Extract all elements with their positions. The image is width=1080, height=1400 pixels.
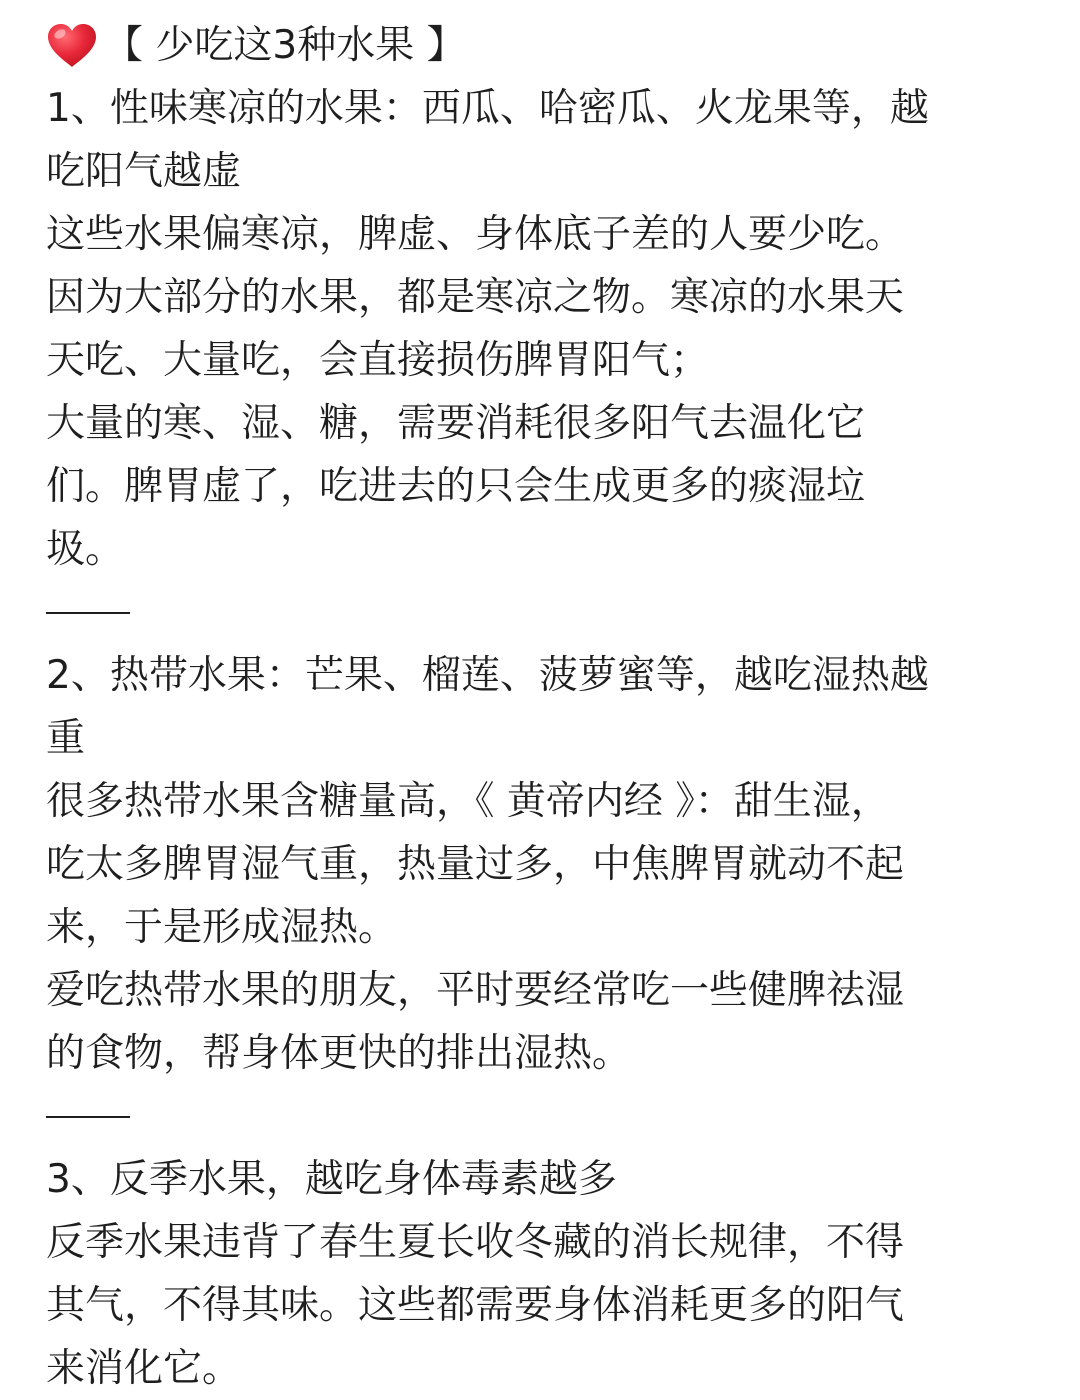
section-divider-2 xyxy=(46,1085,1046,1148)
section-3-body-line-2: 其气，不得其味。这些都需要身体消耗更多的阳气 xyxy=(46,1283,905,1328)
section-1-body-line-2: 因为大部分的水果，都是寒凉之物。寒凉的水果天 xyxy=(46,275,905,320)
divider-line xyxy=(46,612,130,614)
section-3-heading-line-1: 3、反季水果，越吃身体毒素越多 xyxy=(46,1157,617,1202)
section-divider-1 xyxy=(46,581,1046,644)
section-2-heading-line-2: 重 xyxy=(46,716,86,761)
section-1-body-line-3: 天吃、大量吃，会直接损伤脾胃阳气； xyxy=(46,338,710,383)
section-1-body-line-6: 圾。 xyxy=(46,527,125,572)
section-1-body-line-1: 这些水果偏寒凉，脾虚、身体底子差的人要少吃。 xyxy=(46,212,905,257)
section-1-heading-line-1: 1、性味寒凉的水果：西瓜、哈密瓜、火龙果等，越 xyxy=(46,86,929,131)
section-2-body-line-1: 很多热带水果含糖量高，《 黄帝内经 》：甜生湿， xyxy=(46,779,890,824)
section-1-body-line-4: 大量的寒、湿、糖，需要消耗很多阳气去温化它 xyxy=(46,401,866,446)
section-2-body-line-2: 吃太多脾胃湿气重，热量过多，中焦脾胃就动不起 xyxy=(46,842,905,887)
divider-line xyxy=(46,1116,130,1118)
section-1-body-line-5: 们。脾胃虚了，吃进去的只会生成更多的痰湿垃 xyxy=(46,464,866,509)
section-2-body-line-4: 爱吃热带水果的朋友，平时要经常吃一些健脾祛湿 xyxy=(46,968,905,1013)
red-heart-icon xyxy=(46,23,98,69)
section-3-body-line-3: 来消化它。 xyxy=(46,1346,242,1391)
section-2-body-line-3: 来，于是形成湿热。 xyxy=(46,905,398,950)
section-2-heading-line-1: 2、热带水果：芒果、榴莲、菠萝蜜等，越吃湿热越 xyxy=(46,653,929,698)
article xyxy=(46,14,1046,1400)
section-3-body-line-1: 反季水果违背了春生夏长收冬藏的消长规律，不得 xyxy=(46,1220,905,1265)
article-title xyxy=(46,14,1046,77)
section-1-heading-line-2: 吃阳气越虚 xyxy=(46,149,242,194)
title-text: 【 少吃这3种水果 】 xyxy=(104,23,466,68)
section-2-body-line-5: 的食物，帮身体更快的排出湿热。 xyxy=(46,1031,632,1076)
